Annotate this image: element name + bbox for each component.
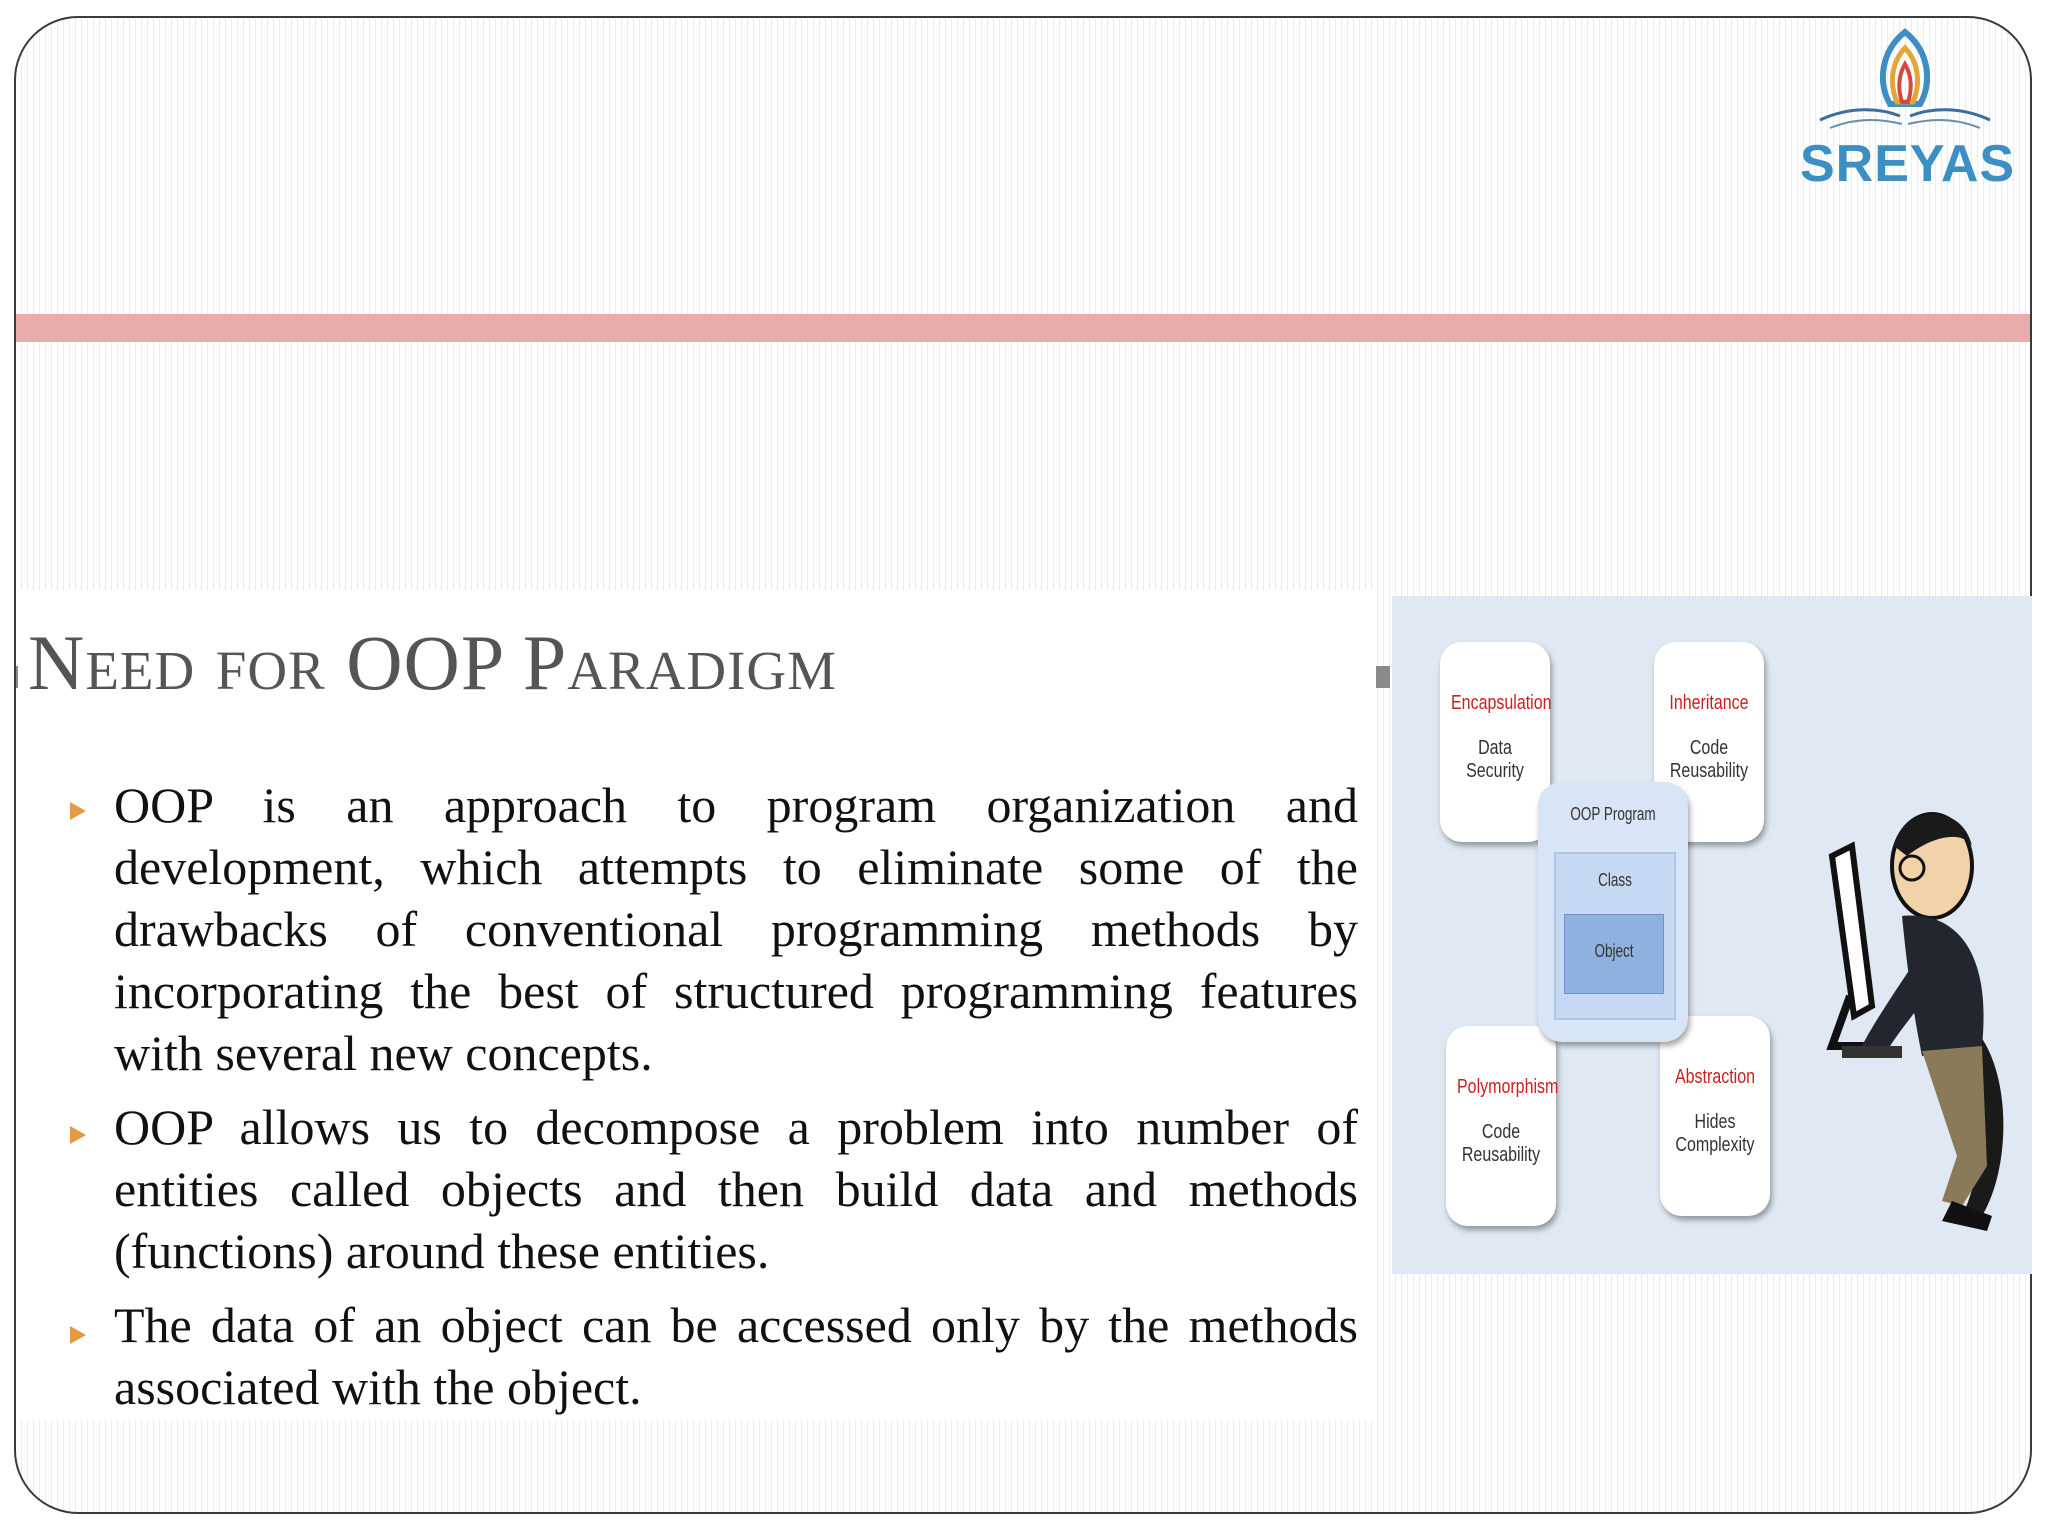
bullet-arrow-icon [70,1126,82,1144]
bullet-arrow-icon [70,802,82,820]
object-box: Object [1564,914,1664,994]
oop-concepts-diagram [1392,596,2032,1274]
bullet-list [114,774,1358,1430]
oop-program-card: OOP Program Class Object [1538,782,1688,1042]
card-encapsulation: Encapsulation Data Security [1440,642,1550,842]
sreyas-logo [1800,24,2016,204]
slide-title: Need for OOP Paradigm [28,619,838,706]
bullet-text: OOP is an approach to program organization and development, which attempts to eliminate some of the drawbacks of conventional programming methods by incorporating the best of structured programming features with several new concepts. [114,777,1358,1081]
header-divider-bar [16,314,2030,342]
card-inheritance: Inheritance Code Reusability [1654,642,1764,842]
card-abstraction: Abstraction Hides Complexity [1660,1016,1770,1216]
bullet-text: OOP allows us to decompose a problem into number of entities called objects and then build data and methods (functions) around these entities. [114,1099,1358,1279]
bullet-text: The data of an object can be accessed only by the methods associated with the object. [114,1297,1358,1415]
card-polymorphism: Polymorphism Code Reusability [1446,1026,1556,1226]
class-box: Class Object [1554,852,1676,1020]
flame-emblem-icon [1800,24,2010,134]
logo-text: SREYAS [1800,135,2016,193]
programmer-illustration-icon [1812,746,2022,1246]
frame-marker-right [1376,666,1390,688]
bullet-arrow-icon [70,1326,82,1344]
